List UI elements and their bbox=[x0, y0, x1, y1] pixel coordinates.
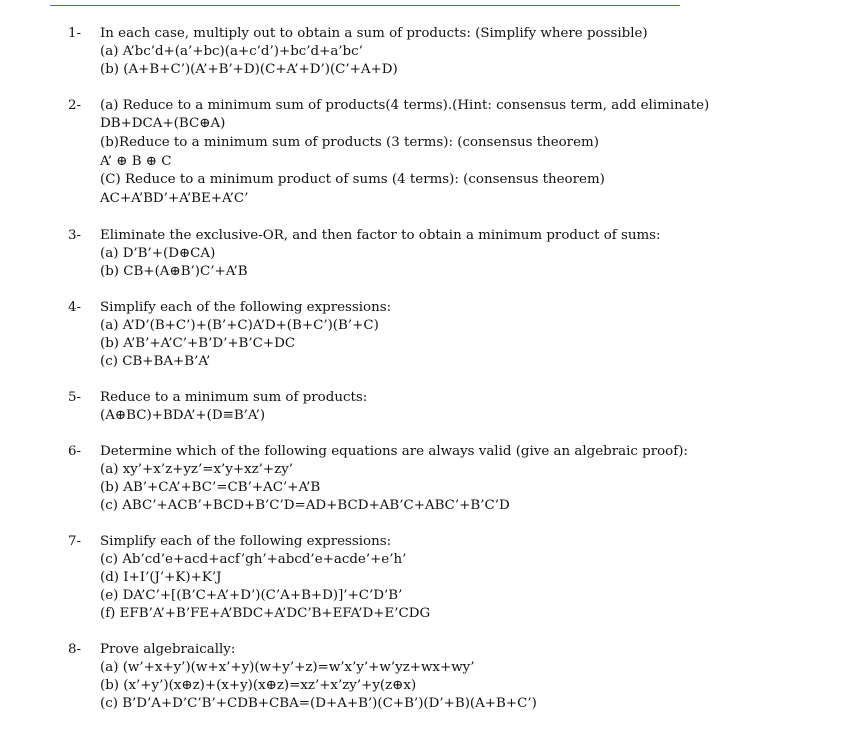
question-8 bbox=[68, 641, 828, 713]
question-line: (d) I+I’(J’+K)+K’J bbox=[100, 569, 222, 585]
question-3 bbox=[68, 227, 828, 281]
question-title: (a) Reduce to a minimum sum of products(4 terms).(Hint: consensus term, add eliminate) bbox=[100, 98, 710, 113]
question-heading bbox=[68, 25, 828, 43]
question-line: (b) AB’+CA’+BC’=CB’+AC’+A’B bbox=[100, 479, 321, 495]
question-number: 6- bbox=[68, 443, 82, 459]
question-line: (a) A’bc’d+(a’+bc)(a+c’d’)+bc’d+a’bc’ bbox=[100, 44, 363, 59]
question-title: Prove algebraically: bbox=[100, 641, 236, 657]
question-list bbox=[68, 25, 828, 731]
question-line: (a) (w’+x+y’)(w+x’+y)(w+y’+z)=w’x’y’+w’yz+wx+wy’ bbox=[100, 659, 475, 675]
question-line: (b) (A+B+C’)(A’+B’+D)(C+A’+D’)(C’+A+D) bbox=[100, 62, 398, 77]
question-heading bbox=[68, 97, 828, 115]
question-number: 7- bbox=[68, 533, 82, 549]
question-line: (A⊕BC)+BDA’+(D≡B’A’) bbox=[100, 407, 266, 423]
question-title: Simplify each of the following expressions: bbox=[100, 299, 392, 315]
question-title: Determine which of the following equations are always valid (give an algebraic proof): bbox=[100, 443, 688, 459]
question-line: AC+A’BD’+A’BE+A’C’ bbox=[100, 191, 249, 207]
question-5 bbox=[68, 389, 828, 425]
question-line: (a) A’D’(B+C’)+(B’+C)A’D+(B+C’)(B’+C) bbox=[100, 317, 379, 333]
question-line: (e) DA’C’+[(B’C+A’+D’)(C’A+B+D)]’+C’D’B’ bbox=[100, 587, 403, 603]
question-heading bbox=[68, 227, 828, 245]
question-4 bbox=[68, 299, 828, 371]
question-number: 4- bbox=[68, 299, 82, 315]
question-line: A’ ⊕ B ⊕ C bbox=[100, 153, 172, 169]
question-line: (c) Ab’cd’e+acd+acf’gh’+abcd’e+acde’+e’h’ bbox=[100, 551, 407, 567]
question-title: Reduce to a minimum sum of products: bbox=[100, 389, 368, 405]
question-1 bbox=[68, 25, 828, 79]
question-line: (c) ABC’+ACB’+BCD+B’C’D=AD+BCD+AB’C+ABC’+B’C’D bbox=[100, 497, 510, 513]
question-heading bbox=[68, 443, 828, 461]
question-number: 1- bbox=[68, 26, 82, 41]
question-line: (b) (x’+y’)(x⊕z)+(x+y)(x⊕z)=xz’+x’zy’+y(z⊕x) bbox=[100, 677, 417, 693]
question-heading bbox=[68, 389, 828, 407]
top-rule bbox=[50, 5, 680, 6]
question-line: (c) CB+BA+B’A’ bbox=[100, 353, 211, 369]
question-title: Simplify each of the following expressions: bbox=[100, 533, 392, 549]
question-title: Eliminate the exclusive-OR, and then factor to obtain a minimum product of sums: bbox=[100, 227, 661, 243]
question-title: In each case, multiply out to obtain a sum of products: (Simplify where possible) bbox=[100, 26, 648, 41]
question-number: 2- bbox=[68, 98, 82, 113]
question-line: (f) EFB’A’+B’FE+A’BDC+A’DC’B+EFA’D+E’CDG bbox=[100, 605, 431, 621]
question-6 bbox=[68, 443, 828, 515]
question-line: DB+DCA+(BC⊕A) bbox=[100, 116, 226, 131]
question-line: (a) D’B’+(D⊕CA) bbox=[100, 245, 216, 261]
question-line: (C) Reduce to a minimum product of sums (4 terms): (consensus theorem) bbox=[100, 172, 605, 188]
question-line: (b) CB+(A⊕B’)C’+A’B bbox=[100, 263, 248, 279]
question-2 bbox=[68, 97, 828, 209]
question-heading bbox=[68, 641, 828, 659]
question-heading bbox=[68, 299, 828, 317]
question-line: (a) xy’+x’z+yz’=x’y+xz’+zy’ bbox=[100, 461, 294, 477]
question-number: 8- bbox=[68, 641, 82, 657]
question-heading bbox=[68, 533, 828, 551]
question-number: 5- bbox=[68, 389, 82, 405]
question-line: (b) A’B’+A’C’+B’D’+B’C+DC bbox=[100, 335, 296, 351]
question-line: (b)Reduce to a minimum sum of products (3 terms): (consensus theorem) bbox=[100, 134, 599, 150]
question-line: (c) B’D’A+D’C’B’+CDB+CBA=(D+A+B’)(C+B’)(D’+B)(A+B+C’) bbox=[100, 695, 537, 711]
question-number: 3- bbox=[68, 227, 82, 243]
question-7 bbox=[68, 533, 828, 623]
